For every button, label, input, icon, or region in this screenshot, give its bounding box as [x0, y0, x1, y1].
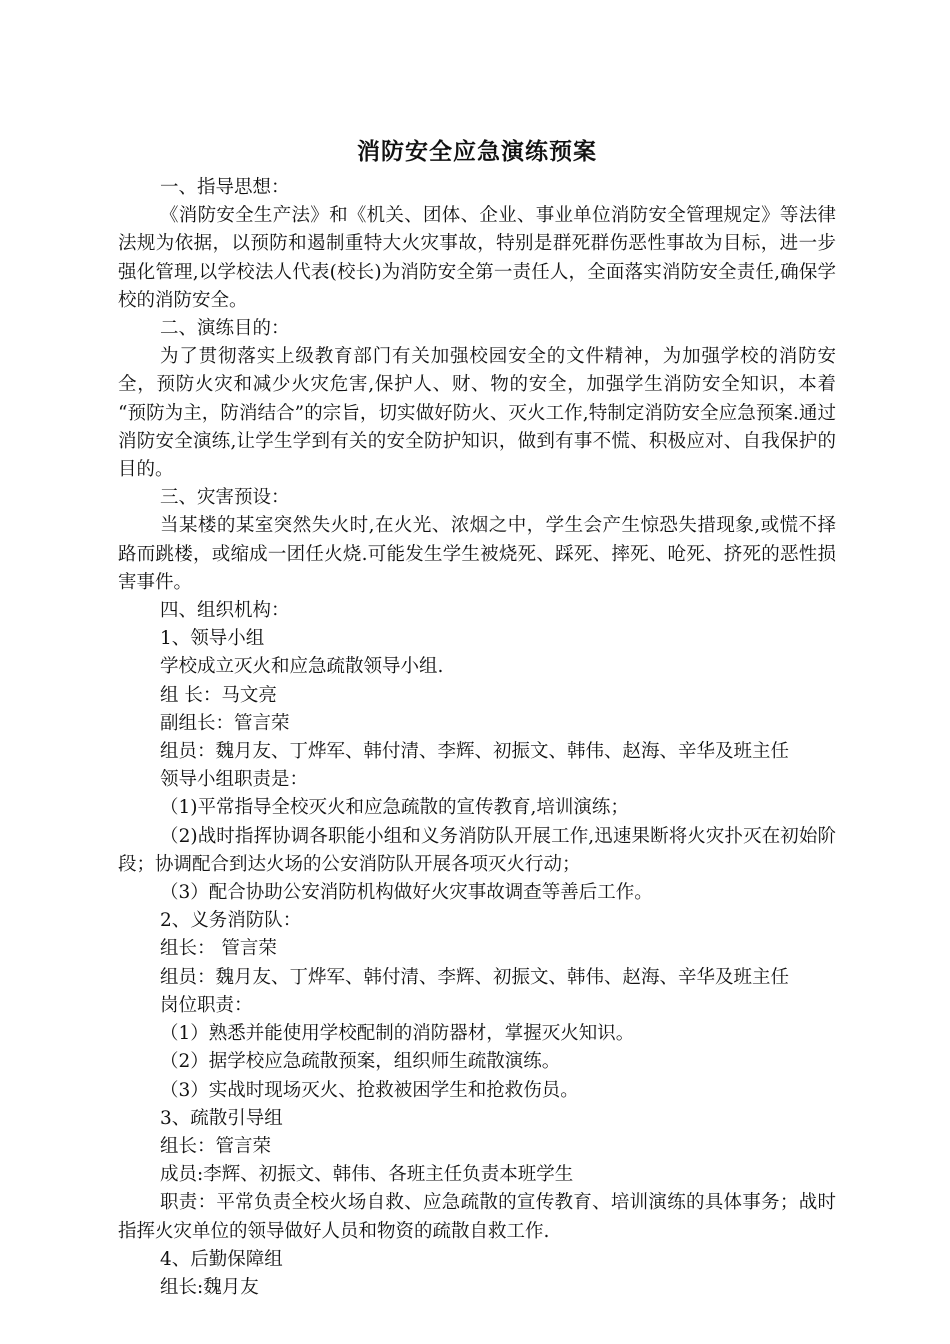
paragraph: 3、疏散引导组 [160, 1107, 283, 1129]
paragraph: 岗位职责： [160, 994, 253, 1016]
paragraph: 三、灾害预设： [160, 487, 290, 509]
paragraph: 组长： 管言荣 [160, 938, 277, 960]
paragraph: 当某楼的某室突然失火时,在火光、浓烟之中，学生会产生惊恐失措现象,或慌不择路而跳楼，或缩成一团任火烧.可能发生学生被烧死、踩死、摔死、呛死、挤死的恶性损害事件。 [118, 515, 836, 593]
paragraph: （2）据学校应急疏散预案，组织师生疏散演练。 [160, 1051, 561, 1073]
document-title: 消防安全应急演练预案 [357, 139, 597, 165]
paragraph: 一、指导思想： [160, 177, 290, 198]
paragraph: 为了贯彻落实上级教育部门有关加强校园安全的文件精神，为加强学校的消防安全，预防火灾和减少火灾危害,保护人、财、物的安全，加强学生消防安全知识，本着 “预防为主，防消结合”的宗旨，切实做好防火、灭火工作,特制定消防安全应急预案.通过消防安全演练,让学生学到有关的安全防护知识，做到有事不慌、积极应对、自我保护的目的。 [118, 346, 836, 481]
paragraph: 学校成立灭火和应急疏散领导小组. [160, 656, 444, 678]
paragraph: 组长:魏月友 [160, 1276, 259, 1298]
paragraph: （3）实战时现场灭火、抢救被困学生和抢救伤员。 [160, 1079, 579, 1101]
paragraph: （2)战时指挥协调各职能小组和义务消防队开展工作,迅速果断将火灾扑灭在初始阶段；协调配合到达火场的公安消防队开展各项灭火行动； [118, 825, 836, 875]
paragraph: 组员：魏月友、丁烨军、韩付清、李辉、初振文、韩伟、赵海、辛华及班主任 [160, 966, 790, 988]
paragraph: 领导小组职责是： [160, 769, 309, 791]
paragraph: 组员：魏月友、丁烨军、韩付清、李辉、初振文、韩伟、赵海、辛华及班主任 [160, 741, 790, 763]
document-body [118, 174, 836, 1302]
paragraph: （1）熟悉并能使用学校配制的消防器材，掌握灭火知识。 [160, 1023, 635, 1045]
paragraph: 组 长：马文亮 [160, 684, 277, 706]
paragraph: 四、组织机构： [160, 600, 290, 622]
paragraph: 《消防安全生产法》和《机关、团体、企业、事业单位消防安全管理规定》等法律法规为依据，以预防和遏制重特大火灾事故，特别是群死群伤恶性事故为目标，进一步强化管理,以学校法人代表(校长)为消防安全第一责任人，全面落实消防安全责任,确保学校的消防安全。 [118, 205, 836, 311]
paragraph: 副组长：管言荣 [160, 712, 290, 734]
paragraph: （1)平常指导全校灭火和应急疏散的宣传教育,培训演练； [160, 797, 629, 819]
paragraph: 职责：平常负责全校火场自救、应急疏散的宣传教育、培训演练的具体事务；战时指挥火灾单位的领导做好人员和物资的疏散自救工作. [118, 1192, 836, 1242]
paragraph: 1、领导小组 [160, 628, 265, 650]
paragraph: 二、演练目的： [160, 318, 290, 340]
document-page [118, 132, 836, 1302]
paragraph: 4、后勤保障组 [160, 1248, 283, 1270]
paragraph: 成员:李辉、初振文、韩伟、各班主任负责本班学生 [160, 1164, 574, 1186]
paragraph: （3）配合协助公安消防机构做好火灾事故调查等善后工作。 [160, 882, 653, 904]
paragraph: 组长：管言荣 [160, 1135, 272, 1157]
paragraph: 2、义务消防队： [160, 910, 302, 932]
